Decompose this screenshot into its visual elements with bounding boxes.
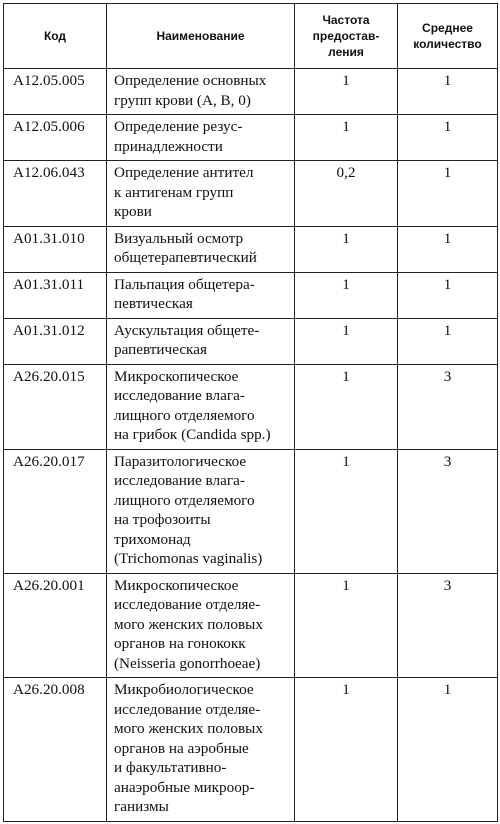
row-average: 1 xyxy=(398,161,498,227)
row-name-line: ганизмы xyxy=(114,798,169,815)
table-row xyxy=(4,161,498,227)
header-name: Наименование xyxy=(107,4,295,69)
row-name-line: мого женских половых xyxy=(114,720,263,737)
row-average: 3 xyxy=(398,449,498,573)
row-name-line: Микроскопическое xyxy=(114,367,239,385)
row-code: A01.31.012 xyxy=(4,318,107,364)
row-name xyxy=(107,678,295,822)
row-name-line: органов на гонококк xyxy=(114,635,246,652)
row-name-line: Паразитологическое xyxy=(114,452,247,470)
row-name-line: Визуальный осмотр xyxy=(114,229,244,247)
row-average: 1 xyxy=(398,272,498,318)
row-name-line: Аускультация общете- xyxy=(114,321,260,339)
row-name-line: (Neisseria gonorrhoeae) xyxy=(114,654,261,672)
row-average: 1 xyxy=(398,226,498,272)
table-row xyxy=(4,573,498,678)
row-code: A26.20.008 xyxy=(4,678,107,822)
header-frequency xyxy=(295,4,398,69)
row-name-line: исследование влага- xyxy=(114,387,245,404)
row-name-line: исследование влага- xyxy=(114,472,245,489)
row-name-line: Микробиологическое xyxy=(114,681,254,698)
row-average: 1 xyxy=(398,69,498,115)
row-name-line: Пальпация общетера- xyxy=(114,275,255,293)
table-body xyxy=(4,69,498,822)
row-name-line: групп крови (A, B, 0) xyxy=(114,91,251,109)
header-code: Код xyxy=(4,4,107,69)
row-frequency: 1 xyxy=(295,272,398,318)
row-name-line: исследование отделяе- xyxy=(114,596,261,613)
header-frequency-line: ления xyxy=(328,45,364,59)
row-name-line: принадлежности xyxy=(114,137,223,155)
table-row xyxy=(4,115,498,161)
header-average-line: количество xyxy=(413,37,482,51)
header-average-line: Среднее xyxy=(422,21,473,35)
header-average xyxy=(398,4,498,69)
row-name xyxy=(107,226,295,272)
row-frequency: 1 xyxy=(295,678,398,822)
row-name xyxy=(107,573,295,678)
row-frequency: 1 xyxy=(295,318,398,364)
row-name-line: на грибок (Candida spp.) xyxy=(114,426,271,443)
row-name-line: общетерапевтический xyxy=(114,249,257,266)
row-name-line: лищного отделяемого xyxy=(114,406,255,424)
row-code: A12.05.006 xyxy=(4,115,107,161)
row-frequency: 1 xyxy=(295,364,398,449)
row-code: A26.20.017 xyxy=(4,449,107,573)
table-row xyxy=(4,449,498,573)
row-name-line: к антигенам групп xyxy=(114,183,234,201)
row-name-line: (Trichomonas vaginalis) xyxy=(114,550,263,567)
row-name-line: трихомонад xyxy=(114,530,191,548)
row-name xyxy=(107,272,295,318)
row-code: A01.31.011 xyxy=(4,272,107,318)
row-name xyxy=(107,318,295,364)
row-name-line: лищного отделяемого xyxy=(114,491,255,509)
row-name-line: Определение основных xyxy=(114,72,267,89)
row-average: 3 xyxy=(398,364,498,449)
row-name-line: на трофозоиты xyxy=(114,511,211,528)
row-name-line: Определение антител xyxy=(114,164,254,181)
row-name xyxy=(107,115,295,161)
header-row xyxy=(4,4,498,69)
row-name-line: мого женских половых xyxy=(114,615,263,633)
row-average: 1 xyxy=(398,678,498,822)
header-frequency-line: предостав- xyxy=(312,29,380,43)
row-name-line: крови xyxy=(114,203,152,220)
row-code: A12.06.043 xyxy=(4,161,107,227)
row-frequency: 1 xyxy=(295,69,398,115)
row-average: 3 xyxy=(398,573,498,678)
row-name xyxy=(107,161,295,227)
header-frequency-line: Частота xyxy=(322,13,370,27)
row-name xyxy=(107,449,295,573)
row-name-line: и факультативно- xyxy=(114,759,227,776)
table-row xyxy=(4,364,498,449)
row-code: A01.31.010 xyxy=(4,226,107,272)
table-row xyxy=(4,69,498,115)
row-name-line: Микроскопическое xyxy=(114,576,239,594)
row-name-line: исследование отделяе- xyxy=(114,700,261,718)
row-name-line: певтическая xyxy=(114,295,193,312)
row-average: 1 xyxy=(398,318,498,364)
row-frequency: 1 xyxy=(295,226,398,272)
row-frequency: 1 xyxy=(295,115,398,161)
row-name-line: анаэробные микроор- xyxy=(114,778,255,796)
row-code: A26.20.015 xyxy=(4,364,107,449)
row-name xyxy=(107,364,295,449)
row-name xyxy=(107,69,295,115)
services-table xyxy=(3,3,498,822)
row-code: A12.05.005 xyxy=(4,69,107,115)
table-row xyxy=(4,272,498,318)
table-row xyxy=(4,226,498,272)
row-name-line: органов на аэробные xyxy=(114,739,249,757)
row-name-line: Определение резус- xyxy=(114,118,243,135)
row-name-line: рапевтическая xyxy=(114,341,207,358)
table-row xyxy=(4,318,498,364)
table-row xyxy=(4,678,498,822)
row-frequency: 0,2 xyxy=(295,161,398,227)
row-code: A26.20.001 xyxy=(4,573,107,678)
row-average: 1 xyxy=(398,115,498,161)
row-frequency: 1 xyxy=(295,449,398,573)
row-frequency: 1 xyxy=(295,573,398,678)
